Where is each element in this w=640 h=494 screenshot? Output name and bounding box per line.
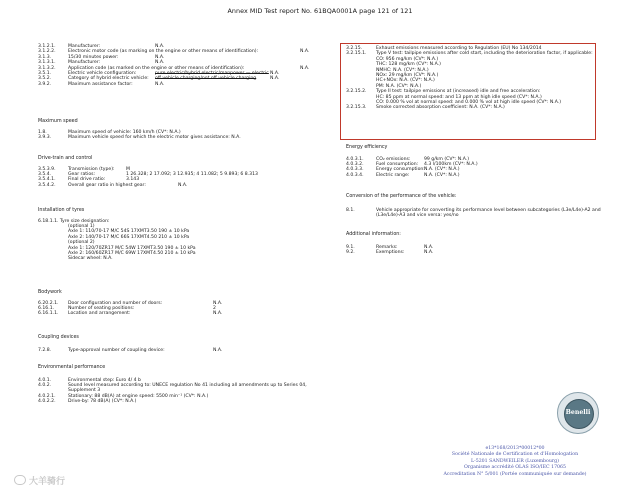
footer-line: Société Nationale de Certification et d'Homologation — [451, 452, 579, 458]
spec-row: 3.1.3. 15/30 minutes power: N.A. — [38, 54, 165, 60]
section-title: Maximum speed — [38, 119, 78, 124]
spec-row: 3.1.2.1. Manufacturer: N.A. — [38, 44, 165, 49]
stamp-brand-text: Benelli — [565, 409, 591, 416]
additional-info-section: Additional information: 9.1. Remarks: N.A. 9.2. Exemptions: N.A. — [346, 232, 594, 255]
spec-row: 3.1.3.1. Manufacturer: N.A. — [38, 60, 165, 66]
chat-bubble-icon — [14, 475, 26, 485]
spec-row: 3.1.3.2. Application code (as marked on the engine or other means of identification): N.A. — [38, 65, 310, 71]
section-title: Additional information: — [346, 232, 401, 237]
spec-row: 3.5.1. Electric vehicle configuration: pure electric/hybrid electric/manpower — electric N.A. — [38, 70, 280, 76]
max-speed-section: Maximum speed 1.8. Maximum speed of vehicle: 160 km/h (CV*: N.A.) 3.9.3. Maximum vehicle speed for which the electric motor gives assistance: N.A. — [38, 119, 328, 140]
section-title: Environmental performance — [38, 365, 106, 370]
footer-line: Accreditation N° 5/001 (Portée communiquée sur demande) — [443, 471, 587, 477]
spec-row: 3.5.2. Category of hybrid electric vehicle: off vehicle charging/not off vehicle charging N.A. — [38, 76, 280, 82]
section-title: Drive-train and control — [38, 156, 93, 161]
conversion-section: Conversion of the performance of the vehicle: 8.1. Vehicle appropriate for converting its performance level between subcategories (L3e/L4e)-A2 and (L3e/L4e)-A3 and vice versa: yes/no — [346, 194, 601, 218]
tyres-section: Installation of tyres 6.18.1.1. Tyre size designation: (optional 1) Axle 1: 110/70-17 M/C 54S 17XMT3.50 190 ± 10 kPa Axle 2: 140/70-17 M/C 66S 17XMT4.50 210 ± 10 kPa (optional 2) Axle 1: 120/70ZR17 M/C 54W 17XMT3.50 190 ± 10 kPa Axle 2: 160/60ZR17 M/C 69W 17XMT4.50 210 ± 10 kPa Sidecar wheel: N.A. — [38, 208, 328, 262]
benelli-stamp — [557, 392, 599, 434]
report-header: Annex MID Test report No. 61BQA0001A page 121 of 121 — [227, 7, 413, 15]
left-top-block — [38, 44, 328, 87]
footer-line: e13*168/2013*00012*00 — [485, 446, 545, 451]
certification-footer — [425, 446, 605, 478]
exhaust-emissions-block: 3.2.15. Exhaust emissions measured according to Regulation (EU) No 134/2014 3.2.15.1. Type V test: tailpipe emissions after cold start, including the deterioration factor, if applicable: CO: 956 mg/km (CV*: N.A.) THC: 128 mg/km (CV*: N.A.) NMHC: N.A. (CV*: N.A.) NOx: 29 mg/km (CV*: N.A.) HC+NOx: N.A. (CV*: N.A.) PM: N.A. (CV*: N.A.) 3.2.15.2. Type II test: tailpipe emissions at (increased) idle and free acceleration: HC: 85 ppm at normal speed: and 13 ppm at high idle speed (CV*: N.A.) CO: 0.000 % vol at normal speed: and 0.000 % vol at high idle speed (CV*: N.A.) 3.2.15.3. Smoke corrected absorption coefficient: N.A. (CV*: N.A.) — [346, 46, 593, 111]
footer-line: L-5201 SANDWEILER (Luxembourg) — [471, 458, 559, 464]
spec-row: 3.9.2. Maximum assistance factor: N.A. — [38, 81, 165, 87]
section-title: Bodywork — [38, 290, 62, 295]
drive-train-section: Drive-train and control 3.5.3.9. Transmission (type): M 3.5.4. Gear ratios: 1 26.328; 2 17.092; 3 12.935; 4 11.082; 5 9.893; 6 8.313 3.5.4.1. Final drive ratio: 3.143 3.5.4.2. Overall gear ratio in highest gear: N.A. — [38, 156, 328, 188]
watermark: 大羊骑行 — [14, 474, 65, 487]
energy-efficiency-section: Energy efficiency 4.0.3.1. CO₂ emissions: 99 g/km (CV*: N.A.) 4.0.3.2. Fuel consumption: 4.3 l/100km (CV*: N.A.) 4.0.3.3. Energy consumption: N.A. (CV*: N.A.) 4.0.3.4. Electric range: N.A. (CV*: N.A.) — [346, 145, 594, 178]
section-title: Installation of tyres — [38, 208, 85, 213]
coupling-section: Coupling devices 7.2.8. Type-approval number of coupling device: N.A. — [38, 335, 328, 353]
environmental-section: Environmental performance 4.0.1. Environmental step: Euro 4/ 4 b 4.0.2. Sound level measured according to: UNECE regulation No 41 including all amendments up to Series 04, Supplement 3 4.0.2.1. Stationary: 88 dB(A) at engine speed: 5500 min⁻¹ (CV*: N.A.) 4.0.2.2. Drive-by: 78 dB(A) (CV*: N.A.) — [38, 365, 328, 405]
section-title: Energy efficiency — [346, 145, 388, 150]
footer-line: Organisme accrédité OLAS ISO/IEC 17065 — [463, 465, 566, 471]
section-title: Conversion of the performance of the vehicle: — [346, 194, 457, 199]
bodywork-section: Bodywork 6.20.2.1. Door configuration and number of doors: N.A. 6.16.1. Number of seating positions: 2 6.16.1.1. Location and arrangement: N.A. — [38, 290, 328, 317]
spec-row: 3.1.2.2. Electronic motor code (as marking on the engine or other means of identification): N.A. — [38, 49, 310, 55]
section-title: Coupling devices — [38, 335, 79, 340]
